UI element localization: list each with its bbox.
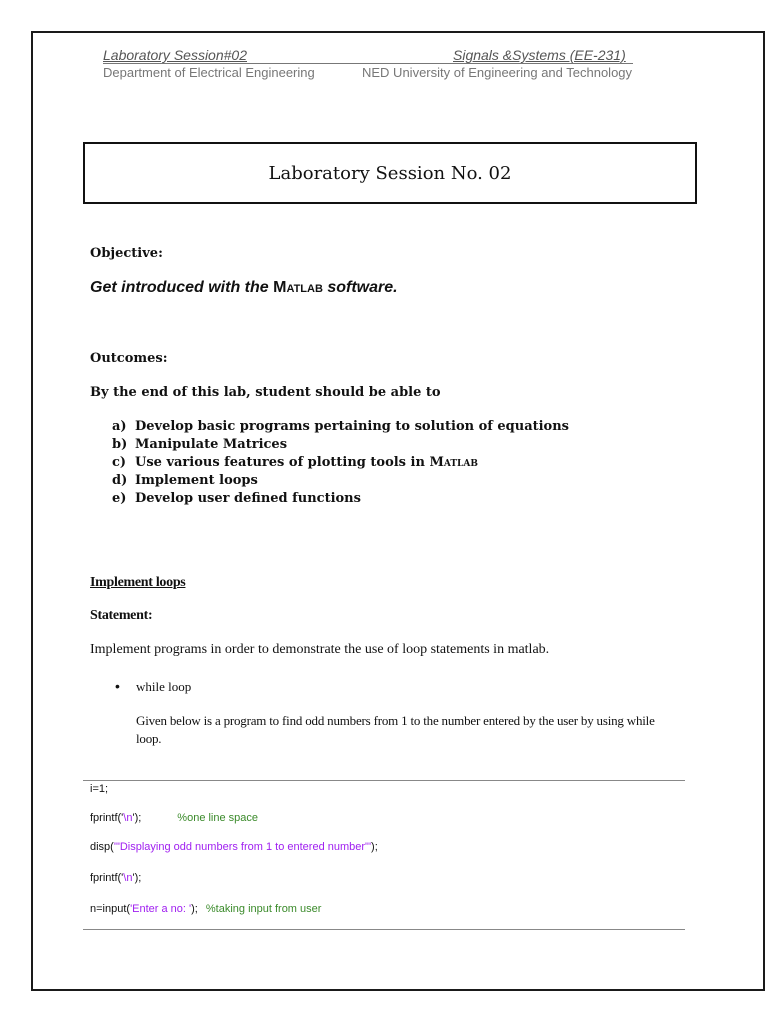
code-comment: %one line space	[177, 812, 259, 824]
statement-label: Statement:	[90, 608, 153, 623]
outcome-text: Manipulate Matrices	[135, 437, 288, 452]
outcomes-label: Outcomes:	[90, 351, 168, 366]
outcome-text: Develop basic programs pertaining to solution of equations	[135, 419, 569, 434]
outcome-letter: d)	[112, 473, 128, 488]
code-line	[90, 872, 141, 884]
code-line	[90, 841, 378, 853]
objective-text-suffix: software.	[322, 279, 398, 296]
code-string: \n	[123, 812, 133, 824]
outcome-letter: a)	[112, 419, 127, 434]
outcome-text: Use various features of plotting tools in	[135, 455, 430, 470]
code-text: ');	[132, 872, 142, 884]
statement-text: Implement programs in order to demonstrate the use of loop statements in matlab.	[90, 642, 550, 657]
code-text: fprintf('	[90, 812, 124, 824]
title-box	[83, 142, 697, 204]
code-string: \n	[123, 872, 133, 884]
code-line	[90, 783, 108, 795]
code-text: );	[371, 841, 378, 853]
objective-text-prefix: Get introduced with the	[90, 279, 274, 296]
outcome-item	[112, 418, 569, 436]
code-text: );	[191, 903, 198, 915]
page-title: Laboratory Session No. 02	[268, 162, 512, 184]
bullet-item-while-loop: while loop	[136, 679, 192, 694]
header-university: NED University of Engineering and Technology	[362, 65, 633, 80]
code-block-top-rule	[83, 780, 685, 781]
objective-label: Objective:	[90, 246, 163, 261]
header-course-title: Signals &Systems (EE-231)	[453, 47, 626, 63]
bullet-icon: •	[115, 678, 120, 694]
outcome-letter: b)	[112, 437, 128, 452]
objective-product-name: Matlab	[273, 279, 323, 296]
outcome-letter: e)	[112, 491, 127, 506]
outcomes-intro: By the end of this lab, student should be able to	[90, 385, 441, 400]
code-text: n=input(	[90, 903, 131, 915]
code-text: disp(	[90, 841, 114, 853]
outcome-text: Develop user defined functions	[135, 491, 361, 506]
outcome-text: Implement loops	[135, 473, 258, 488]
code-comment: %taking input from user	[205, 903, 322, 915]
outcome-product-name: Matlab	[429, 455, 478, 470]
code-line	[90, 812, 258, 824]
outcome-list	[112, 418, 569, 508]
outcome-letter: c)	[112, 455, 127, 470]
code-string: 'Enter a no: '	[130, 903, 192, 915]
code-block-bottom-rule	[83, 929, 685, 930]
code-text: i=1;	[90, 783, 109, 795]
outcome-item	[112, 472, 569, 490]
outcome-item	[112, 436, 569, 454]
outcome-item	[112, 454, 569, 472]
objective-text	[90, 279, 398, 297]
code-string: '"Displaying odd numbers from 1 to entered number"'	[113, 841, 372, 853]
header-lab-session: Laboratory Session#02	[103, 47, 247, 63]
code-text: fprintf('	[90, 872, 124, 884]
code-line	[90, 903, 321, 915]
code-text: ');	[132, 812, 142, 824]
header-divider	[103, 63, 633, 64]
outcome-item	[112, 490, 569, 508]
section-heading: Implement loops	[90, 575, 186, 590]
while-loop-description: Given below is a program to find odd numbers from 1 to the number entered by the user by using while loop.	[136, 713, 655, 746]
header-department: Department of Electrical Engineering	[103, 65, 315, 80]
